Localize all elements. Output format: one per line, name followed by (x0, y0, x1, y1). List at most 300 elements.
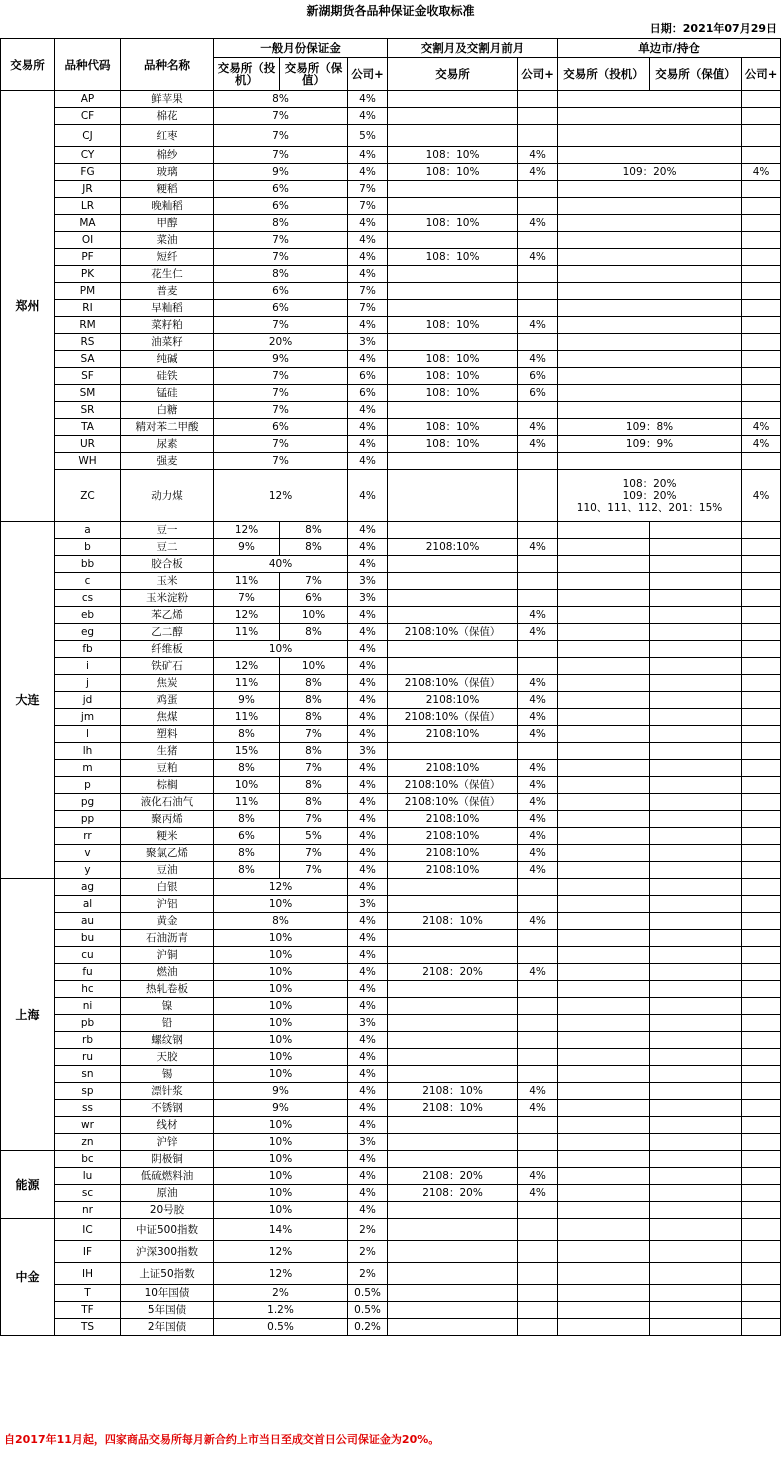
general-margin-cell: 10% (214, 1202, 348, 1219)
general-company-cell: 3% (348, 743, 388, 760)
delivery-exch-cell (388, 641, 518, 658)
general-hedge-cell: 8% (280, 794, 348, 811)
general-company-cell: 4% (348, 930, 388, 947)
name-cell: 燃油 (121, 964, 214, 981)
table-row (1, 1263, 781, 1285)
code-cell: ss (55, 1100, 121, 1117)
single-spec-cell (558, 641, 650, 658)
single-company-cell (742, 1302, 781, 1319)
name-cell: 豆油 (121, 862, 214, 879)
name-cell: 原油 (121, 1185, 214, 1202)
single-company-cell (742, 675, 781, 692)
code-cell: sc (55, 1185, 121, 1202)
code-cell: FG (55, 164, 121, 181)
single-exch-cell (558, 181, 742, 198)
delivery-company-cell (518, 453, 558, 470)
code-cell: fb (55, 641, 121, 658)
single-company-cell (742, 1241, 781, 1263)
margin-table (0, 38, 781, 1336)
delivery-company-cell (518, 91, 558, 108)
delivery-exch-cell (388, 453, 518, 470)
general-company-cell: 4% (348, 108, 388, 125)
code-cell: l (55, 726, 121, 743)
table-row (1, 522, 781, 539)
delivery-exch-cell (388, 125, 518, 147)
delivery-company-cell: 4% (518, 539, 558, 556)
delivery-exch-cell (388, 402, 518, 419)
single-hedge-cell (650, 998, 742, 1015)
single-company-cell (742, 794, 781, 811)
general-company-cell: 4% (348, 964, 388, 981)
general-margin-cell: 7% (214, 232, 348, 249)
single-company-cell (742, 125, 781, 147)
code-cell: cu (55, 947, 121, 964)
single-exch-cell (558, 351, 742, 368)
table-row (1, 828, 781, 845)
name-cell: 纯碱 (121, 351, 214, 368)
table-row (1, 198, 781, 215)
general-company-cell: 4% (348, 777, 388, 794)
single-company-cell (742, 249, 781, 266)
general-company-cell: 4% (348, 1185, 388, 1202)
single-company-cell (742, 845, 781, 862)
general-spec-cell: 12% (214, 607, 280, 624)
general-margin-cell: 1.2% (214, 1302, 348, 1319)
table-row (1, 675, 781, 692)
single-company-cell (742, 317, 781, 334)
code-cell: pb (55, 1015, 121, 1032)
header-delivery-company: 公司+ (518, 58, 558, 91)
delivery-exch-cell: 2108:10%（保值） (388, 777, 518, 794)
general-margin-cell: 7% (214, 317, 348, 334)
single-hedge-cell (650, 1100, 742, 1117)
delivery-company-cell: 4% (518, 164, 558, 181)
general-company-cell: 4% (348, 879, 388, 896)
single-company-cell (742, 1100, 781, 1117)
general-spec-cell: 8% (214, 845, 280, 862)
delivery-exch-cell: 2108:10% (388, 811, 518, 828)
general-spec-cell: 10% (214, 777, 280, 794)
name-cell: 早籼稻 (121, 300, 214, 317)
code-cell: m (55, 760, 121, 777)
general-company-cell: 4% (348, 828, 388, 845)
general-margin-cell: 7% (214, 125, 348, 147)
single-hedge-cell (650, 607, 742, 624)
single-hedge-cell (650, 590, 742, 607)
delivery-exch-cell: 2108：20% (388, 964, 518, 981)
single-hedge-cell (650, 862, 742, 879)
name-cell: 天胶 (121, 1049, 214, 1066)
general-company-cell: 0.5% (348, 1285, 388, 1302)
general-margin-cell: 7% (214, 249, 348, 266)
single-spec-cell (558, 981, 650, 998)
single-spec-cell (558, 828, 650, 845)
general-spec-cell: 11% (214, 675, 280, 692)
table-row (1, 709, 781, 726)
delivery-company-cell: 4% (518, 317, 558, 334)
general-margin-cell: 8% (214, 215, 348, 232)
delivery-exch-cell: 108：10% (388, 215, 518, 232)
general-company-cell: 4% (348, 811, 388, 828)
single-company-cell: 4% (742, 470, 781, 522)
delivery-company-cell: 6% (518, 368, 558, 385)
header-company: 公司+ (348, 58, 388, 91)
code-cell: CY (55, 147, 121, 164)
single-spec-cell (558, 522, 650, 539)
single-hedge-cell (650, 828, 742, 845)
table-row (1, 419, 781, 436)
general-company-cell: 4% (348, 760, 388, 777)
code-cell: PK (55, 266, 121, 283)
general-margin-cell: 10% (214, 1032, 348, 1049)
delivery-exch-cell: 108：10% (388, 385, 518, 402)
general-spec-cell: 9% (214, 692, 280, 709)
name-cell: 短纤 (121, 249, 214, 266)
delivery-company-cell: 4% (518, 828, 558, 845)
general-margin-cell: 7% (214, 108, 348, 125)
single-spec-cell (558, 1066, 650, 1083)
general-spec-cell: 11% (214, 794, 280, 811)
delivery-exch-cell: 2108:10%（保值） (388, 675, 518, 692)
single-exch-cell (558, 232, 742, 249)
header-name: 品种名称 (121, 39, 214, 91)
table-row (1, 743, 781, 760)
general-spec-cell: 12% (214, 658, 280, 675)
general-margin-cell: 6% (214, 283, 348, 300)
code-cell: T (55, 1285, 121, 1302)
single-spec-cell (558, 862, 650, 879)
footnote: 自2017年11月起，四家商品交易所每月新合约上市当日至成交首日公司保证金为20%。 (4, 1433, 440, 1446)
single-hedge-cell (650, 1302, 742, 1319)
table-row (1, 453, 781, 470)
code-cell: AP (55, 91, 121, 108)
single-company-cell (742, 453, 781, 470)
general-hedge-cell: 10% (280, 607, 348, 624)
table-row (1, 181, 781, 198)
single-exch-cell (558, 402, 742, 419)
delivery-company-cell: 4% (518, 215, 558, 232)
single-spec-cell (558, 1083, 650, 1100)
single-hedge-cell (650, 1151, 742, 1168)
general-company-cell: 4% (348, 675, 388, 692)
general-hedge-cell: 8% (280, 709, 348, 726)
delivery-exch-cell (388, 658, 518, 675)
delivery-company-cell (518, 930, 558, 947)
name-cell: 黄金 (121, 913, 214, 930)
single-hedge-cell (650, 1319, 742, 1336)
header-row (1, 39, 781, 58)
delivery-exch-cell (388, 198, 518, 215)
single-exch-cell (558, 91, 742, 108)
single-company-cell (742, 913, 781, 930)
table-row (1, 556, 781, 573)
general-company-cell: 4% (348, 539, 388, 556)
single-company-cell: 4% (742, 436, 781, 453)
table-row (1, 470, 781, 522)
single-company-cell (742, 1285, 781, 1302)
general-margin-cell: 7% (214, 453, 348, 470)
delivery-exch-cell (388, 930, 518, 947)
single-company-cell (742, 1134, 781, 1151)
delivery-company-cell (518, 1219, 558, 1241)
table-row (1, 283, 781, 300)
code-cell: LR (55, 198, 121, 215)
single-spec-cell (558, 1134, 650, 1151)
delivery-company-cell (518, 879, 558, 896)
general-hedge-cell: 8% (280, 675, 348, 692)
general-company-cell: 2% (348, 1219, 388, 1241)
general-margin-cell: 7% (214, 402, 348, 419)
delivery-company-cell (518, 743, 558, 760)
general-company-cell: 4% (348, 147, 388, 164)
single-exch-cell: 108：20% 109：20% 110、111、112、201：15% (558, 470, 742, 522)
code-cell: eb (55, 607, 121, 624)
single-company-cell (742, 108, 781, 125)
single-spec-cell (558, 573, 650, 590)
table-row (1, 726, 781, 743)
delivery-exch-cell (388, 981, 518, 998)
delivery-exch-cell: 108：10% (388, 164, 518, 181)
single-spec-cell (558, 709, 650, 726)
code-cell: pg (55, 794, 121, 811)
general-company-cell: 3% (348, 590, 388, 607)
delivery-company-cell (518, 981, 558, 998)
single-company-cell (742, 402, 781, 419)
delivery-company-cell: 4% (518, 845, 558, 862)
general-company-cell: 4% (348, 947, 388, 964)
name-cell: 中证500指数 (121, 1219, 214, 1241)
name-cell: 漂针浆 (121, 1083, 214, 1100)
code-cell: ru (55, 1049, 121, 1066)
general-spec-cell: 11% (214, 624, 280, 641)
general-company-cell: 0.5% (348, 1302, 388, 1319)
general-spec-cell: 12% (214, 522, 280, 539)
single-hedge-cell (650, 777, 742, 794)
exchange-cell: 上海 (1, 879, 55, 1151)
single-hedge-cell (650, 709, 742, 726)
single-company-cell (742, 879, 781, 896)
general-company-cell: 4% (348, 1083, 388, 1100)
single-company-cell (742, 1032, 781, 1049)
delivery-company-cell: 4% (518, 147, 558, 164)
single-spec-cell (558, 794, 650, 811)
single-company-cell (742, 1219, 781, 1241)
header-general: 一般月份保证金 (214, 39, 388, 58)
delivery-exch-cell (388, 590, 518, 607)
general-company-cell: 4% (348, 862, 388, 879)
single-company-cell (742, 1083, 781, 1100)
single-company-cell (742, 266, 781, 283)
general-company-cell: 2% (348, 1263, 388, 1285)
code-cell: PM (55, 283, 121, 300)
table-row (1, 164, 781, 181)
delivery-exch-cell (388, 1241, 518, 1263)
delivery-exch-cell: 2108：10% (388, 1100, 518, 1117)
single-company-cell (742, 1066, 781, 1083)
delivery-exch-cell: 2108:10% (388, 692, 518, 709)
code-cell: c (55, 573, 121, 590)
single-hedge-cell (650, 947, 742, 964)
delivery-company-cell (518, 658, 558, 675)
general-company-cell: 2% (348, 1241, 388, 1263)
exchange-cell: 大连 (1, 522, 55, 879)
single-company-cell (742, 709, 781, 726)
header-exchange: 交易所 (1, 39, 55, 91)
delivery-company-cell (518, 181, 558, 198)
delivery-company-cell (518, 1241, 558, 1263)
general-margin-cell: 12% (214, 470, 348, 522)
general-margin-cell: 6% (214, 198, 348, 215)
delivery-exch-cell (388, 108, 518, 125)
single-hedge-cell (650, 522, 742, 539)
single-hedge-cell (650, 743, 742, 760)
name-cell: 油菜籽 (121, 334, 214, 351)
table-row (1, 1134, 781, 1151)
single-spec-cell (558, 590, 650, 607)
general-spec-cell: 15% (214, 743, 280, 760)
header-exch-spec: 交易所（投机） (214, 58, 280, 91)
name-cell: 玉米 (121, 573, 214, 590)
single-exch-cell (558, 215, 742, 232)
delivery-company-cell (518, 198, 558, 215)
table-row (1, 1319, 781, 1336)
delivery-company-cell (518, 522, 558, 539)
general-company-cell: 0.2% (348, 1319, 388, 1336)
table-row (1, 930, 781, 947)
single-hedge-cell (650, 913, 742, 930)
header-single-spec: 交易所（投机） (558, 58, 650, 91)
general-margin-cell: 6% (214, 181, 348, 198)
delivery-company-cell (518, 1117, 558, 1134)
single-exch-cell (558, 266, 742, 283)
single-hedge-cell (650, 692, 742, 709)
header-code: 品种代码 (55, 39, 121, 91)
single-spec-cell (558, 726, 650, 743)
single-company-cell (742, 1015, 781, 1032)
delivery-exch-cell: 2108:10% (388, 828, 518, 845)
single-company-cell (742, 573, 781, 590)
general-company-cell: 4% (348, 726, 388, 743)
single-hedge-cell (650, 794, 742, 811)
single-spec-cell (558, 743, 650, 760)
code-cell: p (55, 777, 121, 794)
name-cell: 菜油 (121, 232, 214, 249)
code-cell: SA (55, 351, 121, 368)
code-cell: rr (55, 828, 121, 845)
delivery-company-cell (518, 1319, 558, 1336)
delivery-exch-cell: 2108:10%（保值） (388, 709, 518, 726)
single-hedge-cell (650, 845, 742, 862)
general-hedge-cell: 8% (280, 777, 348, 794)
general-company-cell: 4% (348, 981, 388, 998)
delivery-company-cell (518, 1015, 558, 1032)
general-spec-cell: 8% (214, 862, 280, 879)
code-cell: TA (55, 419, 121, 436)
table-row (1, 1241, 781, 1263)
general-spec-cell: 11% (214, 573, 280, 590)
single-spec-cell (558, 930, 650, 947)
name-cell: 阴极铜 (121, 1151, 214, 1168)
delivery-exch-cell (388, 743, 518, 760)
code-cell: RM (55, 317, 121, 334)
general-margin-cell: 9% (214, 1083, 348, 1100)
delivery-exch-cell (388, 1151, 518, 1168)
code-cell: v (55, 845, 121, 862)
delivery-company-cell (518, 556, 558, 573)
name-cell: 焦煤 (121, 709, 214, 726)
single-company-cell (742, 760, 781, 777)
table-row (1, 368, 781, 385)
general-company-cell: 4% (348, 436, 388, 453)
delivery-company-cell (518, 947, 558, 964)
general-margin-cell: 10% (214, 641, 348, 658)
general-margin-cell: 10% (214, 1066, 348, 1083)
general-hedge-cell: 8% (280, 743, 348, 760)
general-company-cell: 4% (348, 1202, 388, 1219)
code-cell: IC (55, 1219, 121, 1241)
name-cell: 动力煤 (121, 470, 214, 522)
single-exch-cell (558, 125, 742, 147)
delivery-company-cell: 4% (518, 624, 558, 641)
single-hedge-cell (650, 1066, 742, 1083)
delivery-exch-cell: 108：10% (388, 249, 518, 266)
table-row (1, 845, 781, 862)
name-cell: 鲜苹果 (121, 91, 214, 108)
general-company-cell: 4% (348, 794, 388, 811)
general-margin-cell: 7% (214, 436, 348, 453)
single-hedge-cell (650, 1168, 742, 1185)
delivery-company-cell (518, 266, 558, 283)
name-cell: 20号胶 (121, 1202, 214, 1219)
general-company-cell: 4% (348, 522, 388, 539)
code-cell: RS (55, 334, 121, 351)
general-company-cell: 4% (348, 1066, 388, 1083)
single-company-cell (742, 981, 781, 998)
name-cell: 5年国债 (121, 1302, 214, 1319)
general-margin-cell: 10% (214, 981, 348, 998)
code-cell: al (55, 896, 121, 913)
delivery-company-cell: 4% (518, 1168, 558, 1185)
single-hedge-cell (650, 964, 742, 981)
delivery-exch-cell: 2108：20% (388, 1185, 518, 1202)
name-cell: 尿素 (121, 436, 214, 453)
delivery-company-cell (518, 641, 558, 658)
name-cell: 2年国债 (121, 1319, 214, 1336)
general-margin-cell: 6% (214, 419, 348, 436)
name-cell: 玻璃 (121, 164, 214, 181)
delivery-company-cell (518, 402, 558, 419)
general-company-cell: 4% (348, 556, 388, 573)
single-hedge-cell (650, 811, 742, 828)
general-margin-cell: 10% (214, 1015, 348, 1032)
name-cell: 硅铁 (121, 368, 214, 385)
single-spec-cell (558, 658, 650, 675)
general-company-cell: 7% (348, 300, 388, 317)
delivery-exch-cell: 2108:10% (388, 539, 518, 556)
single-company-cell (742, 607, 781, 624)
delivery-exch-cell: 2108:10% (388, 845, 518, 862)
delivery-exch-cell: 2108:10% (388, 760, 518, 777)
general-margin-cell: 2% (214, 1285, 348, 1302)
table-row (1, 266, 781, 283)
table-body (1, 39, 781, 1336)
code-cell: UR (55, 436, 121, 453)
table-row (1, 1219, 781, 1241)
name-cell: 白糖 (121, 402, 214, 419)
name-cell: 纤维板 (121, 641, 214, 658)
name-cell: 菜籽粕 (121, 317, 214, 334)
single-company-cell (742, 91, 781, 108)
